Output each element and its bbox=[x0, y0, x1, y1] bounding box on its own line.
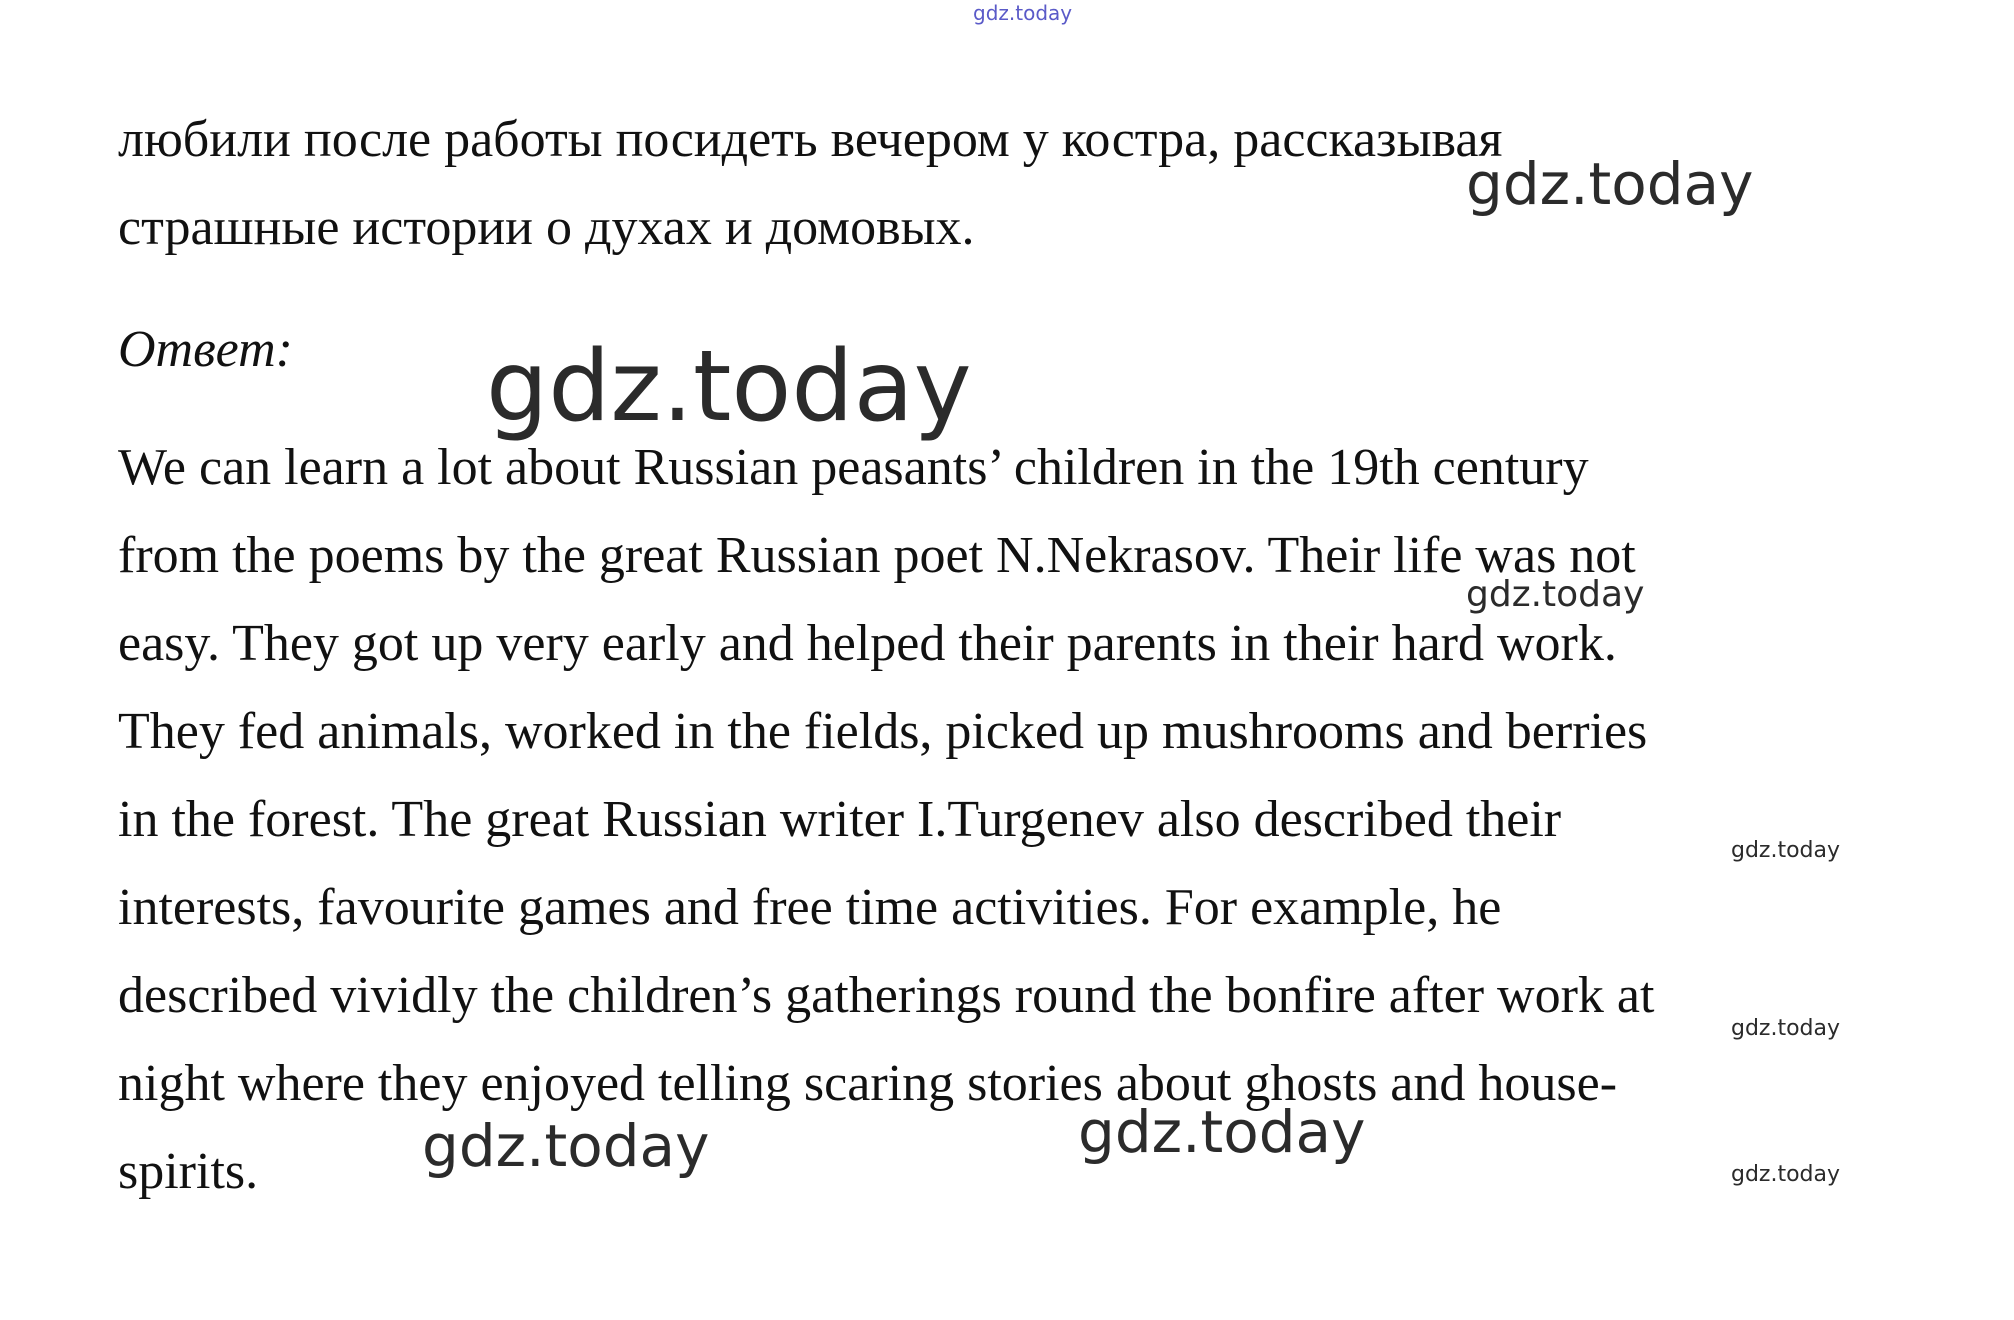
answer-line: spirits. bbox=[118, 1143, 259, 1200]
answer-line: They fed animals, worked in the fields, picked up mushrooms and berries bbox=[118, 703, 1648, 760]
answer-line: described vividly the children’s gatherings round the bonfire after work at bbox=[118, 967, 1655, 1024]
answer-line: easy. They got up very early and helped their parents in their hard work. bbox=[118, 615, 1617, 672]
answer-line: in the forest. The great Russian writer I.Turgenev also described their bbox=[118, 791, 1562, 848]
watermark-small: gdz.today bbox=[1731, 838, 1841, 863]
watermark-medium: gdz.today bbox=[1466, 574, 1645, 615]
answer-line: night where they enjoyed telling scaring stories about ghosts and house- bbox=[118, 1055, 1618, 1112]
watermark-small: gdz.today bbox=[1731, 1016, 1841, 1041]
task-line: любили после работы посидеть вечером у костра, рассказывая bbox=[118, 111, 1503, 168]
watermark-large: gdz.today bbox=[422, 1112, 710, 1180]
answer-line: from the poems by the great Russian poet N.Nekrasov. Their life was not bbox=[118, 527, 1636, 584]
answer-label: Ответ: bbox=[118, 321, 293, 378]
watermark-large: gdz.today bbox=[1466, 150, 1754, 218]
task-line: страшные истории о духах и домовых. bbox=[118, 199, 975, 256]
watermark-large: gdz.today bbox=[1078, 1098, 1366, 1166]
watermark-small: gdz.today bbox=[1731, 1162, 1841, 1187]
answer-line: We can learn a lot about Russian peasants’ children in the 19th century bbox=[118, 439, 1589, 496]
watermark-huge: gdz.today bbox=[486, 330, 972, 444]
watermark-top: gdz.today bbox=[973, 1, 1073, 25]
answer-text bbox=[118, 424, 1908, 1216]
answer-line: interests, favourite games and free time activities. For example, he bbox=[118, 879, 1502, 936]
